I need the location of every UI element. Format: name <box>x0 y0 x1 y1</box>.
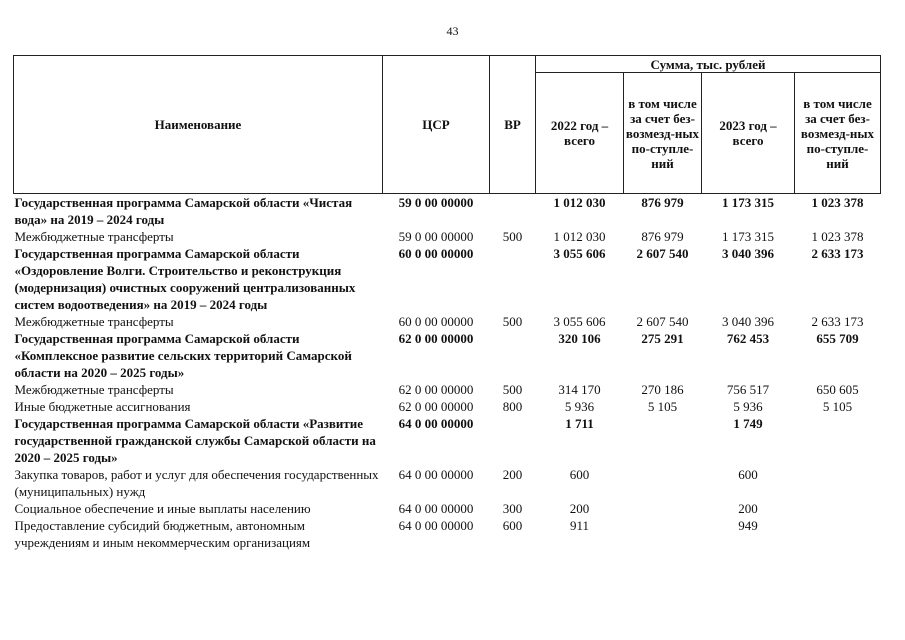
row-2023-incl <box>795 466 881 500</box>
header-name: Наименование <box>14 56 383 194</box>
row-2023-total: 1 173 315 <box>722 229 774 244</box>
row-vr: 500 <box>502 314 523 329</box>
row-2022-total: 1 012 030 <box>553 229 606 244</box>
row-2023-incl: 650 605 <box>816 382 859 397</box>
row-vr: 600 <box>502 518 523 533</box>
row-2022-total: 1 711 <box>565 416 594 431</box>
table-row <box>14 466 881 500</box>
row-2023-incl: 2 633 173 <box>811 314 864 329</box>
row-name: Межбюджетные трансферты <box>14 382 174 397</box>
row-vr <box>490 194 536 229</box>
row-name: Иные бюджетные ассигнования <box>14 399 191 414</box>
header-sum: Сумма, тыс. рублей <box>536 56 881 73</box>
row-2022-incl: 2 607 540 <box>636 246 689 261</box>
table-header <box>14 56 881 194</box>
table-row <box>14 415 881 466</box>
row-2023-total: 756 517 <box>726 382 770 397</box>
row-csr: 59 0 00 00000 <box>398 229 474 244</box>
row-2022-incl: 270 186 <box>641 382 684 397</box>
row-csr: 60 0 00 00000 <box>398 314 474 329</box>
row-vr: 300 <box>502 501 523 516</box>
row-name: Предоставление субсидий бюджетным, автономным учреждениям и иным некоммерческим организациям <box>14 518 311 550</box>
row-csr: 62 0 00 00000 <box>398 382 474 397</box>
row-csr: 62 0 00 00000 <box>398 331 474 346</box>
header-csr: ЦСР <box>383 56 490 194</box>
row-2023-total: 200 <box>738 501 758 516</box>
header-vr: ВР <box>490 56 536 194</box>
row-csr: 62 0 00 00000 <box>398 399 474 414</box>
table-row <box>14 330 881 381</box>
row-2023-total: 949 <box>738 518 758 533</box>
row-name: Государственная программа Самарской области «Комплексное развитие сельских территорий Самарской области на 2020 – 2025 годы» <box>14 331 352 380</box>
row-2023-incl <box>795 415 881 466</box>
row-2022-total: 200 <box>569 501 590 516</box>
header-2023-total: 2023 год – всего <box>702 73 795 194</box>
row-2022-total: 911 <box>569 518 590 533</box>
budget-table <box>13 55 881 551</box>
row-csr: 64 0 00 00000 <box>398 501 474 516</box>
row-vr <box>490 330 536 381</box>
row-2023-incl: 1 023 378 <box>811 229 864 244</box>
row-2022-total: 5 936 <box>564 399 595 414</box>
table-row <box>14 228 881 245</box>
row-name: Закупка товаров, работ и услуг для обеспечения государственных (муниципальных) нужд <box>14 467 379 499</box>
header-2022-total: 2022 год – всего <box>536 73 624 194</box>
row-2023-total: 762 453 <box>726 331 770 346</box>
row-name: Государственная программа Самарской области «Развитие государственной гражданской службы Самарской области на 2020 – 2025 годы» <box>14 416 376 465</box>
row-2022-total: 3 055 606 <box>553 314 606 329</box>
row-2023-total: 1 749 <box>733 416 763 431</box>
table-row <box>14 245 881 313</box>
row-2022-incl: 275 291 <box>641 331 684 346</box>
page-number: 43 <box>446 24 459 38</box>
row-2023-incl: 1 023 378 <box>795 194 881 229</box>
row-2023-incl <box>795 500 881 517</box>
row-2022-incl: 5 105 <box>647 399 678 414</box>
row-2022-incl <box>624 517 702 551</box>
table-body <box>14 194 881 552</box>
row-2022-incl: 2 607 540 <box>636 314 689 329</box>
row-2022-total: 3 055 606 <box>553 246 606 261</box>
row-2023-total: 1 173 315 <box>702 194 795 229</box>
row-2023-incl: 5 105 <box>822 399 853 414</box>
row-2022-total: 1 012 030 <box>536 194 624 229</box>
row-name: Межбюджетные трансферты <box>14 229 174 244</box>
table-row <box>14 194 881 229</box>
row-2023-incl <box>795 517 881 551</box>
row-vr <box>490 415 536 466</box>
row-2022-incl: 876 979 <box>641 229 684 244</box>
row-2022-total: 314 170 <box>558 382 601 397</box>
table-row <box>14 313 881 330</box>
row-2022-total: 320 106 <box>558 331 601 346</box>
row-2022-total: 600 <box>569 467 590 482</box>
row-csr: 60 0 00 00000 <box>398 246 474 261</box>
row-vr: 500 <box>502 382 523 397</box>
table-row <box>14 517 881 551</box>
row-csr: 64 0 00 00000 <box>398 518 474 533</box>
row-2023-total: 3 040 396 <box>722 314 774 329</box>
header-2023-incl: в том числе за счет без-возмезд-ных по-ступле-ний <box>795 73 881 194</box>
row-2022-incl <box>624 500 702 517</box>
header-2022-incl: в том числе за счет без-возмезд-ных по-ступле-ний <box>624 73 702 194</box>
row-vr: 200 <box>502 467 523 482</box>
table-row <box>14 398 881 415</box>
row-2022-incl <box>624 415 702 466</box>
row-name: Межбюджетные трансферты <box>14 314 174 329</box>
table-row <box>14 500 881 517</box>
row-csr: 64 0 00 00000 <box>398 467 474 482</box>
row-2023-total: 5 936 <box>733 399 763 414</box>
row-csr: 64 0 00 00000 <box>398 416 474 431</box>
row-name: Государственная программа Самарской области «Чистая вода» на 2019 – 2024 годы <box>14 194 383 229</box>
row-vr: 500 <box>502 229 523 244</box>
row-name: Государственная программа Самарской области «Оздоровление Волги. Строительство и реконструкция (модернизация) очистных сооружений централизованных систем водоотведения» на 2019 – 2024 годы <box>14 246 356 312</box>
row-csr: 59 0 00 00000 <box>383 194 490 229</box>
row-2023-total: 3 040 396 <box>722 246 774 261</box>
row-2022-incl: 876 979 <box>624 194 702 229</box>
row-2023-total: 600 <box>738 467 758 482</box>
row-2023-incl: 2 633 173 <box>811 246 864 261</box>
row-2022-incl <box>624 466 702 500</box>
table-row <box>14 381 881 398</box>
row-vr: 800 <box>502 399 523 414</box>
row-2023-incl: 655 709 <box>816 331 859 346</box>
row-vr <box>490 245 536 313</box>
row-name: Социальное обеспечение и иные выплаты населению <box>14 501 311 516</box>
